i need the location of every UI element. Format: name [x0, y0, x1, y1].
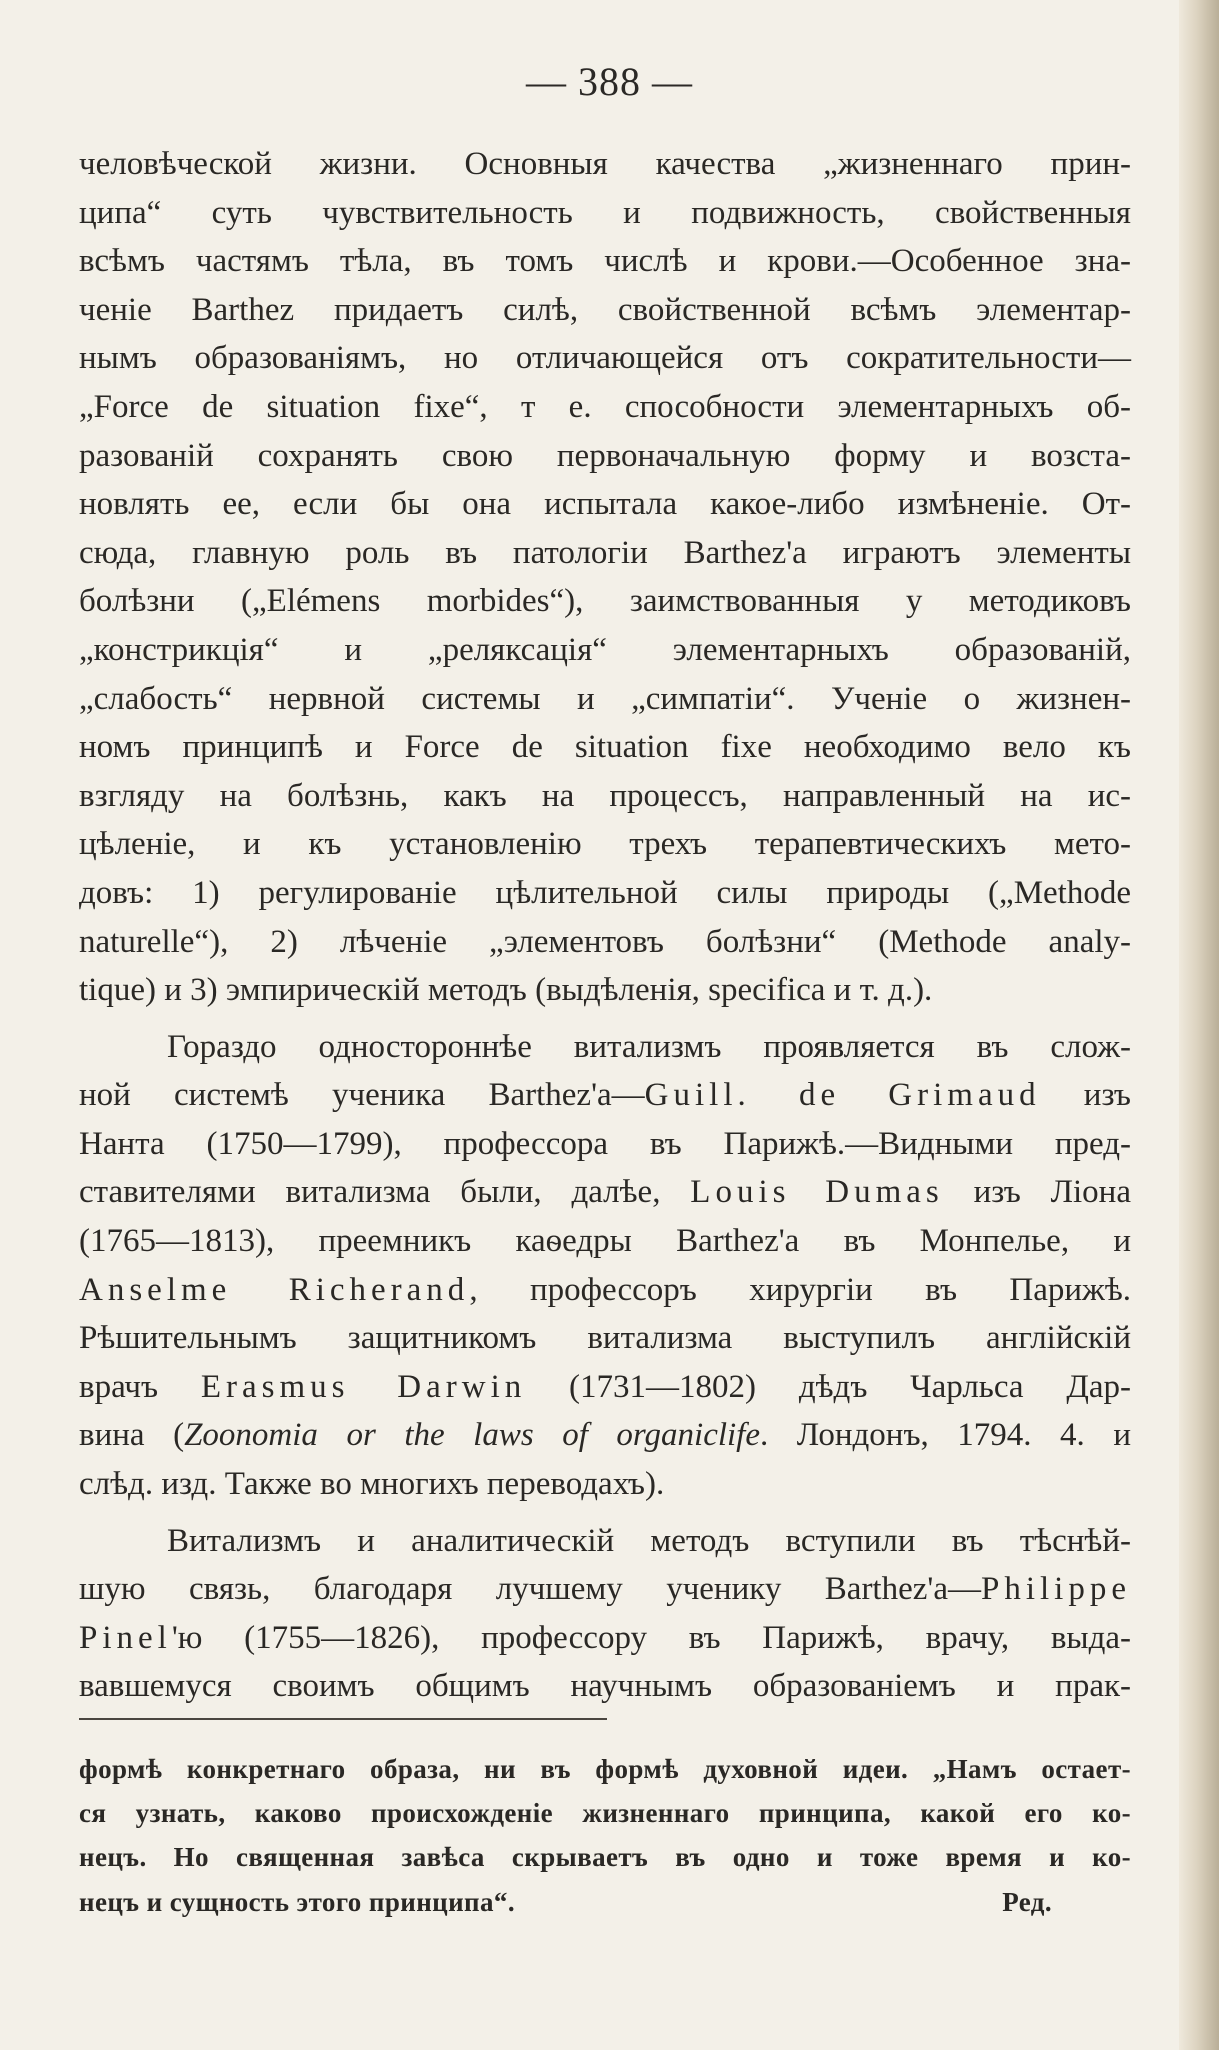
- text-line: Рѣшительнымъ защитникомъ витализма выступилъ англійскій: [79, 1320, 1131, 1357]
- text-fragment: изъ: [1040, 1077, 1131, 1114]
- text-fragment: врачъ: [79, 1368, 201, 1405]
- text-fragment: (1731—1802) дѣдъ Чарльса Дар-: [526, 1368, 1131, 1405]
- text-fragment: изъ Ліона: [943, 1174, 1131, 1211]
- text-line: Гораздо одностороннѣе витализмъ проявляется въ слож-: [167, 1028, 1131, 1065]
- text-line: ципа“ суть чувствительность и подвижность, свойственныя: [79, 194, 1131, 231]
- text-line: [79, 1565, 1131, 1614]
- text-fragment: ной системѣ ученика Barthez'a—: [79, 1077, 645, 1114]
- text-line: [79, 1411, 1131, 1460]
- text-line: всѣмъ частямъ тѣла, въ томъ числѣ и крови.—Особенное зна-: [79, 243, 1131, 280]
- text-fragment: . Лондонъ, 1794. 4. и: [760, 1417, 1131, 1454]
- text-fragment: 'ю (1755—1826), профессору въ Парижѣ, врачу, выда-: [171, 1619, 1131, 1656]
- text-line: цѣленіе, и къ установленію трехъ терапевтическихъ мето-: [79, 826, 1131, 863]
- text-line: [79, 1168, 1131, 1217]
- text-line: [79, 1614, 1131, 1663]
- text-line: вавшемуся своимъ общимъ научнымъ образованіемъ и прак-: [79, 1668, 1131, 1705]
- text-line: взгляду на болѣзнь, какъ на процессъ, направленный на ис-: [79, 777, 1131, 814]
- text-line: новлять ее, если бы она испытала какое-либо измѣненіе. От-: [79, 486, 1131, 523]
- text-line: болѣзни („Elémens morbides“), заимствованныя у методиковъ: [79, 583, 1131, 620]
- text-line: tique) и 3) эмпирическій методъ (выдѣленія, specifica и т. д.).: [79, 972, 933, 1009]
- text-line: (1765—1813), преемникъ каѳедры Barthez'a въ Монпелье, и: [79, 1223, 1131, 1260]
- text-line: номъ принципѣ и Force de situation fixe необходимо вело къ: [79, 729, 1131, 766]
- text-line: [79, 1071, 1131, 1120]
- text-line: сюда, главную роль въ патологіи Barthez'а играютъ элементы: [79, 534, 1131, 571]
- text-line: naturelle“), 2) лѣченіе „элементовъ болѣзни“ (Methode analy-: [79, 923, 1131, 960]
- text-line: [79, 1266, 1131, 1315]
- footnote-text: нецъ и сущность этого принципа“.: [79, 1886, 515, 1917]
- text-line: ченіе Barthez придаетъ силѣ, свойственной всѣмъ элементар-: [79, 291, 1131, 328]
- text-line: Нанта (1750—1799), профессора въ Парижѣ.—Видными пред-: [79, 1125, 1131, 1162]
- footnote-line: [79, 1880, 1131, 1924]
- person-name: Philippe: [980, 1571, 1131, 1608]
- footnote: [79, 1747, 1131, 1924]
- text-fragment: ставителями витализма были, далѣе,: [79, 1174, 691, 1211]
- editor-note: Ред.: [1002, 1886, 1052, 1917]
- text-line: [79, 1363, 1131, 1412]
- footnote-divider: [79, 1718, 607, 1720]
- person-name: Anselme Richerand: [79, 1271, 470, 1308]
- text-line: разованій сохранять свою первоначальную форму и возста-: [79, 437, 1131, 474]
- text-line: „констрикція“ и „реляксація“ элементарныхъ образованій,: [79, 631, 1131, 668]
- text-line: Витализмъ и аналитическій методъ вступили въ тѣснѣй-: [167, 1522, 1131, 1559]
- text-fragment: шую связь, благодаря лучшему ученику Barthez'a—: [79, 1571, 981, 1608]
- text-fragment: вина (: [79, 1417, 185, 1454]
- text-line: довъ: 1) регулированіе цѣлительной силы природы („Methode: [79, 874, 1131, 911]
- text-fragment: , профессоръ хирургіи въ Парижѣ.: [469, 1271, 1132, 1308]
- text-line: „Force de situation fixe“, т е. способности элементарныхъ об-: [79, 388, 1131, 425]
- page-edge-shadow: [1179, 0, 1219, 2050]
- person-name: Guill. de Grimaud: [644, 1077, 1041, 1114]
- book-title: Zoonomia or the laws of organiclife: [184, 1417, 760, 1454]
- person-name: Erasmus Darwin: [200, 1368, 527, 1405]
- page-number: — 388 —: [526, 59, 693, 104]
- text-line: нымъ образованіямъ, но отличающейся отъ сократительности—: [79, 340, 1131, 377]
- footnote-line: ся узнать, каково происхожденіе жизненнаго принципа, какой его ко-: [79, 1798, 1131, 1829]
- text-line: слѣд. изд. Также во многихъ переводахъ).: [79, 1466, 665, 1503]
- person-name: Louis Dumas: [690, 1174, 944, 1211]
- footnote-line: формѣ конкретнаго образа, ни въ формѣ духовной идеи. „Намъ остает-: [79, 1754, 1131, 1784]
- person-name: Pinel: [79, 1619, 172, 1656]
- text-line: „слабость“ нервной системы и „симпатіи“. Ученіе о жизнен-: [79, 680, 1131, 717]
- text-line: человѣческой жизни. Основныя качества „жизненнаго прин-: [79, 146, 1131, 182]
- main-text: [79, 140, 1131, 1711]
- footnote-line: нецъ. Но священная завѣса скрываетъ въ одно и тоже время и ко-: [79, 1842, 1131, 1873]
